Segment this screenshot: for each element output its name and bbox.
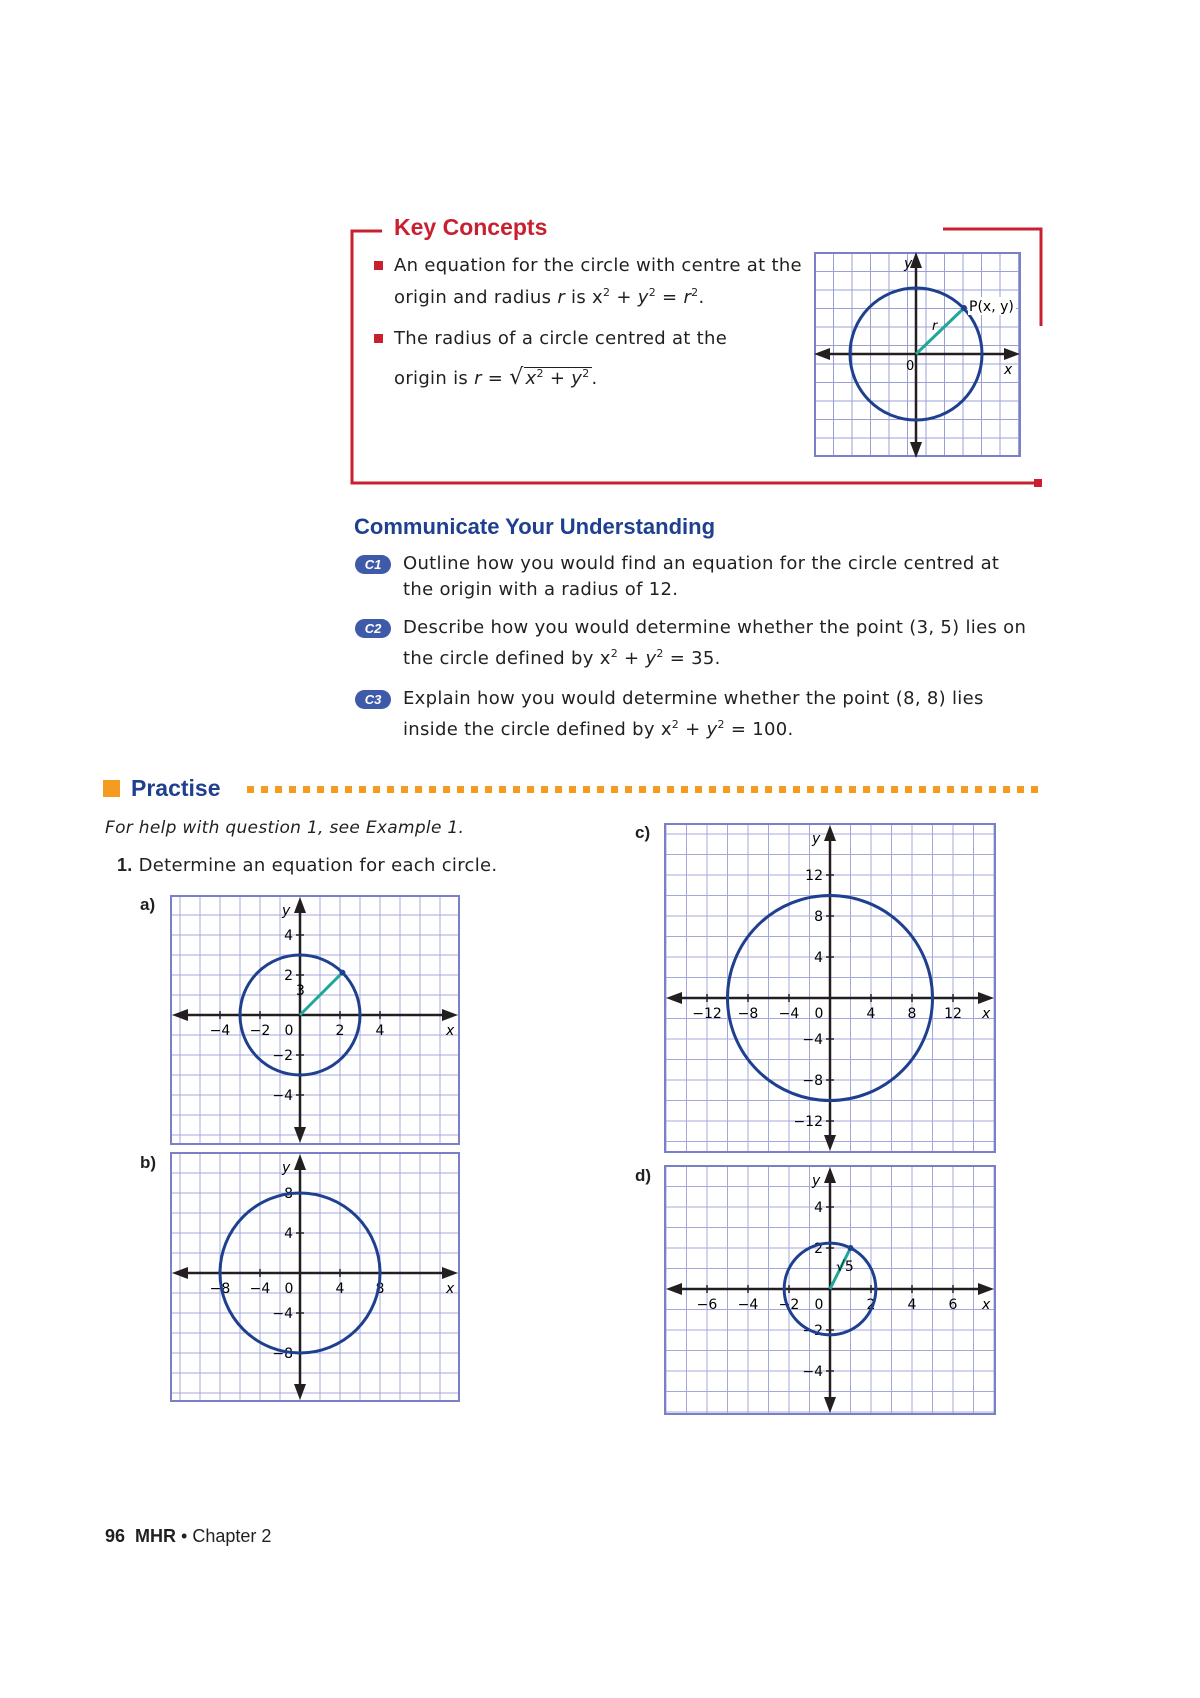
radius-label: 3 xyxy=(296,983,305,999)
sqrt-sign: √ xyxy=(509,365,524,390)
x-tick-label: 2 xyxy=(866,1297,876,1313)
x-axis-label: x xyxy=(446,1281,455,1297)
y-tick-label: 2 xyxy=(814,1241,823,1257)
part-a-label: a) xyxy=(140,895,156,914)
key-concept-1-line1: An equation for the circle with centre at the xyxy=(394,255,802,276)
x-tick-label: 4 xyxy=(907,1297,917,1313)
x-tick-label: 6 xyxy=(948,1297,958,1313)
arrow-down-icon xyxy=(294,1384,306,1400)
key-concept-2-line1: The radius of a circle centred at the xyxy=(394,328,728,349)
radius-endpoint xyxy=(339,970,345,976)
bullet-marker xyxy=(374,334,383,343)
dotted-rule xyxy=(247,786,1040,793)
arrow-up-icon xyxy=(824,825,836,841)
y-tick-label: −2 xyxy=(802,1323,823,1339)
key-concept-1 xyxy=(394,252,802,311)
y-axis-label: y xyxy=(282,1160,291,1176)
part-d-label: d) xyxy=(635,1166,652,1185)
x-tick-label: −8 xyxy=(209,1281,231,1297)
graph-c xyxy=(664,823,996,1153)
help-note: For help with question 1, see Example 1. xyxy=(105,818,465,838)
y-tick-label: −8 xyxy=(802,1073,823,1089)
arrow-left-icon xyxy=(666,992,682,1004)
arrow-left-icon xyxy=(666,1283,682,1295)
c3-badge: C3 xyxy=(355,690,391,709)
x-tick-label: −2 xyxy=(778,1297,800,1313)
y-tick-label: 8 xyxy=(814,909,823,925)
key-concepts-diagram xyxy=(814,252,1024,460)
origin-label: 0 xyxy=(906,359,915,374)
arrow-left-icon xyxy=(814,348,830,360)
y-tick-label: −8 xyxy=(272,1346,293,1362)
key-concept-2-line2: origin is r = √ $x^2 + y^2$ . xyxy=(394,365,598,390)
x-tick-label: −4 xyxy=(249,1281,271,1297)
c1-question: Outline how you would find an equation for the circle centred at the origin with a radius of 12. xyxy=(403,553,1000,600)
x-tick-label: −12 xyxy=(692,1006,722,1022)
c1-badge: C1 xyxy=(355,555,391,574)
y-tick-label: 12 xyxy=(805,868,823,884)
y-axis-label: y xyxy=(812,831,821,847)
y-tick-label: 4 xyxy=(814,1200,823,1216)
x-tick-label: 0 xyxy=(284,1281,294,1297)
x-tick-label: −6 xyxy=(696,1297,718,1313)
x-tick-label: 4 xyxy=(335,1281,345,1297)
y-tick-label: 2 xyxy=(284,968,293,984)
publisher: MHR xyxy=(135,1526,177,1546)
x-tick-label: 8 xyxy=(907,1006,917,1022)
communicate-title: Communicate Your Understanding xyxy=(354,514,716,539)
y-tick-label: −4 xyxy=(802,1364,823,1380)
y-tick-label: −12 xyxy=(793,1114,823,1130)
x-tick-label: −2 xyxy=(249,1023,271,1039)
x-tick-label: 0 xyxy=(814,1006,824,1022)
x-tick-label: 0 xyxy=(284,1023,294,1039)
page-footer: 96 MHR • Chapter 2 xyxy=(105,1526,272,1546)
x-axis-label: x xyxy=(982,1006,991,1022)
x-tick-label: 4 xyxy=(375,1023,385,1039)
y-label: y xyxy=(904,256,913,272)
x-tick-label: −4 xyxy=(778,1006,800,1022)
arrow-right-icon xyxy=(442,1009,458,1021)
grid xyxy=(170,895,460,1145)
radius-endpoint xyxy=(847,1245,853,1251)
y-tick-label: −4 xyxy=(272,1088,293,1104)
graph-d xyxy=(664,1165,996,1415)
graph-b xyxy=(170,1152,460,1402)
y-axis-label: y xyxy=(282,903,291,919)
y-tick-label: −4 xyxy=(272,1306,293,1322)
y-tick-label: −2 xyxy=(272,1048,293,1064)
x-tick-label: −4 xyxy=(737,1297,759,1313)
point-label: P(x, y) xyxy=(969,299,1014,315)
arrow-up-icon xyxy=(294,1154,306,1170)
x-tick-label: 8 xyxy=(375,1281,385,1297)
arrow-up-icon xyxy=(824,1167,836,1183)
c3-question: Explain how you would determine whether the point (8, 8) lies inside the circle defined by $x^2 + y^2 = 100$. xyxy=(403,688,984,740)
x-tick-label: 4 xyxy=(866,1006,876,1022)
x-axis-label: x xyxy=(446,1023,455,1039)
radius-segment xyxy=(916,308,964,354)
arrow-down-icon xyxy=(824,1397,836,1413)
grid xyxy=(170,1152,460,1402)
page-number: 96 xyxy=(105,1526,126,1546)
y-axis-label: y xyxy=(812,1173,821,1189)
x-tick-label: 2 xyxy=(335,1023,345,1039)
practise-title: Practise xyxy=(131,775,221,801)
bullet-marker xyxy=(374,261,383,270)
y-tick-label: 8 xyxy=(284,1186,293,1202)
graph-border xyxy=(171,896,459,1144)
radius-label: √5 xyxy=(836,1259,854,1275)
key-concept-2 xyxy=(394,325,727,392)
x-tick-label: 12 xyxy=(944,1006,962,1022)
key-concepts-title: Key Concepts xyxy=(394,214,548,240)
arrow-down-icon xyxy=(824,1135,836,1151)
radius-segment xyxy=(300,973,342,1015)
graph-a xyxy=(170,895,460,1145)
c2-question: Describe how you would determine whether the point (3, 5) lies on the circle defined by $x^2 + y^2 = 35$. xyxy=(403,617,1027,669)
x-axis-label: x xyxy=(982,1297,991,1313)
point-p xyxy=(961,305,967,311)
x-label: x xyxy=(1004,362,1013,378)
part-b-label: b) xyxy=(140,1153,157,1172)
chapter: Chapter 2 xyxy=(192,1526,272,1546)
key-concept-1-line2: origin and radius r is $x^2 + y^2 = r^2$. xyxy=(394,286,705,308)
y-tick-label: −4 xyxy=(802,1032,823,1048)
part-c-label: c) xyxy=(635,823,651,842)
c2-badge: C2 xyxy=(355,619,391,638)
y-tick-label: 4 xyxy=(814,950,823,966)
arrow-right-icon xyxy=(1004,348,1020,360)
practise-marker xyxy=(103,780,120,797)
y-tick-label: 4 xyxy=(284,928,293,944)
x-tick-label: 0 xyxy=(814,1297,824,1313)
arrow-right-icon xyxy=(442,1267,458,1279)
graph-border xyxy=(171,1153,459,1401)
x-tick-label: −4 xyxy=(209,1023,231,1039)
arrow-up-icon xyxy=(294,897,306,913)
arrow-right-icon xyxy=(978,1283,994,1295)
question-1: 1. Determine an equation for each circle. xyxy=(117,855,498,876)
arrow-right-icon xyxy=(978,992,994,1004)
r-label: r xyxy=(932,319,938,334)
y-tick-label: 4 xyxy=(284,1226,293,1242)
x-tick-label: −8 xyxy=(737,1006,759,1022)
